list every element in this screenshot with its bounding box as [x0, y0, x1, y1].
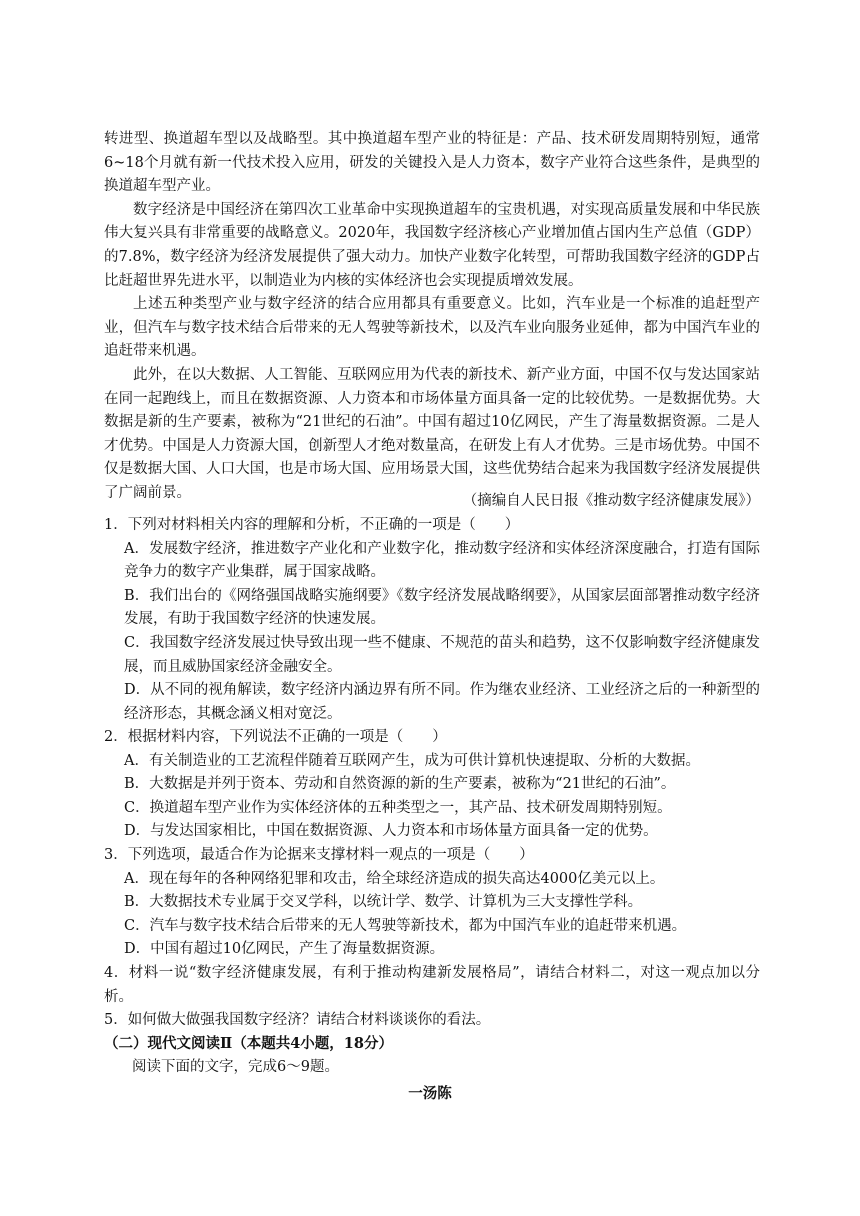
passage-paragraph: 转进型、换道超车型以及战略型。其中换道超车型产业的特征是：产品、技术研发周期特别短，通常6~18个月就有新一代技术投入应用，研发的关键投入是人力资本，数字产业符合这些条件，是典型的换道超车型产业。: [104, 131, 760, 195]
story-title: 一汤陈: [408, 1085, 452, 1102]
passage-paragraph: 数字经济是中国经济在第四次工业革命中实现换道超车的宝贵机遇，对实现高质量发展和中华民族伟大复兴具有非常重要的战略意义。2020年，我国数字经济核心产业增加值占国内生产总值（GDP）的7.8%，数字经济为经济发展提供了强大动力。加快产业数字化转型，可帮助我国数字经济的GDP占比赶超世界先进水平，以制造业为内核的实体经济也会实现提质增效发展。: [104, 201, 760, 289]
question-4: [104, 962, 760, 1009]
option-d: D．从不同的视角解读，数字经济内涵边界有所不同。作为继农业经济、工业经济之后的一种新型的经济形态，其概念涵义相对宽泛。: [124, 682, 760, 722]
option-c: C．汽车与数字技术结合后带来的无人驾驶等新技术，都为中国汽车业的追赶带来机遇。: [124, 917, 687, 934]
question-2: [104, 726, 760, 844]
section-heading: （二）现代文阅读Ⅱ（本题共4小题，18分）: [104, 1035, 393, 1052]
passage-material: [104, 128, 760, 506]
passage-source: （摘编自人民日报《推动数字经济健康发展》）: [462, 493, 760, 509]
passage-paragraph: 上述五种类型产业与数字经济的结合应用都具有重要意义。比如，汽车业是一个标准的追赶型产业，但汽车与数字技术结合后带来的无人驾驶等新技术，以及汽车业向服务业延伸，都为中国汽车业的追赶带来机遇。: [104, 296, 760, 360]
option-b: B．我们出台的《网络强国战略实施纲要》《数字经济发展战略纲要》，从国家层面部署推动数字经济发展，有助于我国数字经济的快速发展。: [124, 587, 760, 628]
passage-paragraph: 此外，在以大数据、人工智能、互联网应用为代表的新技术、新产业方面，中国不仅与发达国家站在同一起跑线上，而且在数据资源、人力资本和市场体量方面具备一定的比较优势。一是数据优势。大数据是新的生产要素，被称为“21世纪的石油”。中国有超过10亿网民，产生了海量数据资源。二是人才优势。中国是人力资源大国，创新型人才绝对数量高，在研发上有人才优势。三是市场优势。中国不仅是数据大国、人口大国，也是市场大国、应用场景大国，这些优势结合起来为我国数字经济发展提供了广阔前景。: [104, 366, 760, 501]
option-b: B．大数据技术专业属于交叉学科，以统计学、数学、计算机为三大支撑性学科。: [124, 894, 643, 911]
question-stem: 4．材料一说“数字经济健康发展，有利于推动构建新发展格局”，请结合材料二，对这一观点加以分析。: [104, 965, 760, 1005]
question-3: [104, 844, 760, 962]
option-a: A．现在每年的各种网络犯罪和攻击，给全球经济造成的损失高达4000亿美元以上。: [124, 870, 665, 887]
option-a: A．有关制造业的工艺流程伴随着互联网产生，成为可供计算机快速提取、分析的大数据。: [124, 752, 700, 769]
option-d: D．与发达国家相比，中国在数据资源、人力资本和市场体量方面具备一定的优势。: [124, 823, 658, 840]
option-d: D．中国有超过10亿网民，产生了海量数据资源。: [124, 941, 445, 958]
question-5: [104, 1009, 760, 1033]
option-a: A．发展数字经济，推进数字产业化和产业数字化，推动数字经济和实体经济深度融合，打造有国际竞争力的数字产业集群，属于国家战略。: [124, 540, 760, 581]
section-instruction: 阅读下面的文字，完成6～9题。: [132, 1059, 339, 1075]
question-stem: 2．根据材料内容，下列说法不正确的一项是（ ）: [104, 729, 447, 745]
option-c: C．换道超车型产业作为实体经济体的五种类型之一，其产品、技术研发周期特别短。: [124, 799, 672, 816]
option-b: B．大数据是并列于资本、劳动和自然资源的新的生产要素，被称为“21世纪的石油”。: [124, 776, 676, 793]
question-stem: 1．下列对材料相关内容的理解和分析，不正确的一项是（ ）: [104, 517, 520, 533]
question-1: [104, 514, 760, 726]
option-c: C．我国数字经济发展过快导致出现一些不健康、不规范的苗头和趋势，这不仅影响数字经济健康发展，而且威胁国家经济金融安全。: [124, 634, 760, 675]
question-stem: 5．如何做大做强我国数字经济？请结合材料谈谈你的看法。: [104, 1012, 491, 1028]
question-stem: 3．下列选项，最适合作为论据来支撑材料一观点的一项是（ ）: [104, 847, 534, 863]
